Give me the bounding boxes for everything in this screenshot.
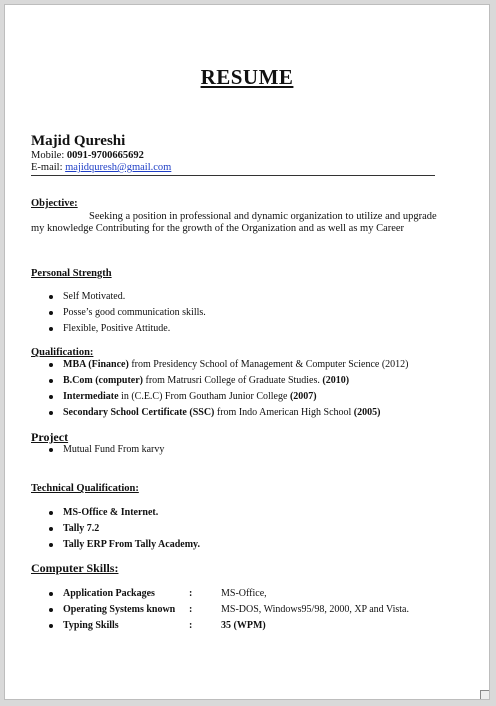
mobile-label: Mobile:	[31, 150, 67, 161]
skill-label: Typing Skills	[63, 620, 119, 631]
computer-skill-row	[47, 586, 409, 602]
page-corner	[480, 690, 489, 699]
qualification-degree: B.Com (computer)	[63, 375, 143, 386]
objective-text	[31, 211, 441, 235]
qualification-degree: MBA (Finance)	[63, 359, 129, 370]
strength-item: Flexible, Positive Attitude.	[47, 321, 206, 337]
technical-item: MS-Office & Internet.	[47, 505, 200, 521]
skill-colon: :	[189, 588, 193, 599]
project-item: Mutual Fund From karvy	[47, 442, 164, 458]
qualification-detail: from Matrusri College of Graduate Studies.	[142, 375, 323, 386]
skill-value: MS-DOS, Windows95/98, 2000, XP and Vista.	[221, 604, 409, 615]
qualification-item	[47, 405, 408, 421]
qualification-year: (2005)	[353, 407, 381, 418]
qualification-detail: from Presidency School of Management & Computer Science (2012)	[128, 359, 409, 370]
qualification-year: (2010)	[322, 375, 350, 386]
skill-colon: :	[189, 604, 193, 615]
computer-skills-heading: Computer Skills:	[31, 561, 119, 575]
skill-value: 35 (WPM)	[221, 620, 266, 631]
header-divider	[31, 175, 435, 176]
qualification-list	[47, 357, 408, 421]
strength-item: Posse’s good communication skills.	[47, 305, 206, 321]
computer-skills-list	[47, 586, 409, 634]
strength-item: Self Motivated.	[47, 289, 206, 305]
resume-title: RESUME	[200, 65, 294, 89]
email-label: E-mail:	[31, 162, 66, 173]
skill-label: Application Packages	[63, 588, 155, 599]
technical-qualification-heading: Technical Qualification:	[31, 483, 139, 494]
qualification-year: (2007)	[289, 391, 317, 402]
qualification-degree: Secondary School Certificate (SSC)	[63, 407, 215, 418]
qualification-item	[47, 389, 408, 405]
skill-value: MS-Office,	[221, 588, 267, 599]
candidate-name: Majid Qureshi	[31, 133, 126, 149]
objective-body: Seeking a position in professional and dynamic organization to utilize and upgrade my knowledge Contributing for the growth of the Organization and as well as my Career	[31, 211, 437, 234]
qualification-detail: from Indo American High School	[214, 407, 354, 418]
objective-heading: Objective:	[31, 198, 78, 209]
personal-strength-heading: Personal Strength	[31, 268, 112, 279]
qualification-heading: Qualification:	[31, 347, 94, 358]
skill-label: Operating Systems known	[63, 604, 176, 615]
technical-item: Tally ERP From Tally Academy.	[47, 537, 200, 553]
mobile-line	[31, 150, 144, 161]
mobile-number: 0091-9700665692	[66, 150, 144, 161]
personal-strength-list	[47, 289, 206, 337]
qualification-degree: Intermediate	[63, 391, 119, 402]
computer-skill-row	[47, 618, 409, 634]
skill-colon: :	[189, 620, 193, 631]
computer-skill-row	[47, 602, 409, 618]
technical-item: Tally 7.2	[47, 521, 200, 537]
project-list	[47, 442, 164, 458]
resume-page	[4, 4, 490, 700]
technical-qualification-list	[47, 505, 200, 553]
qualification-detail: in (C.E.C) From Goutham Junior College	[118, 391, 290, 402]
email-line	[31, 162, 171, 173]
email-link[interactable]: majidquresh@gmail.com	[65, 162, 172, 173]
project-heading: Project	[31, 430, 69, 444]
qualification-item	[47, 357, 408, 373]
qualification-item	[47, 373, 408, 389]
